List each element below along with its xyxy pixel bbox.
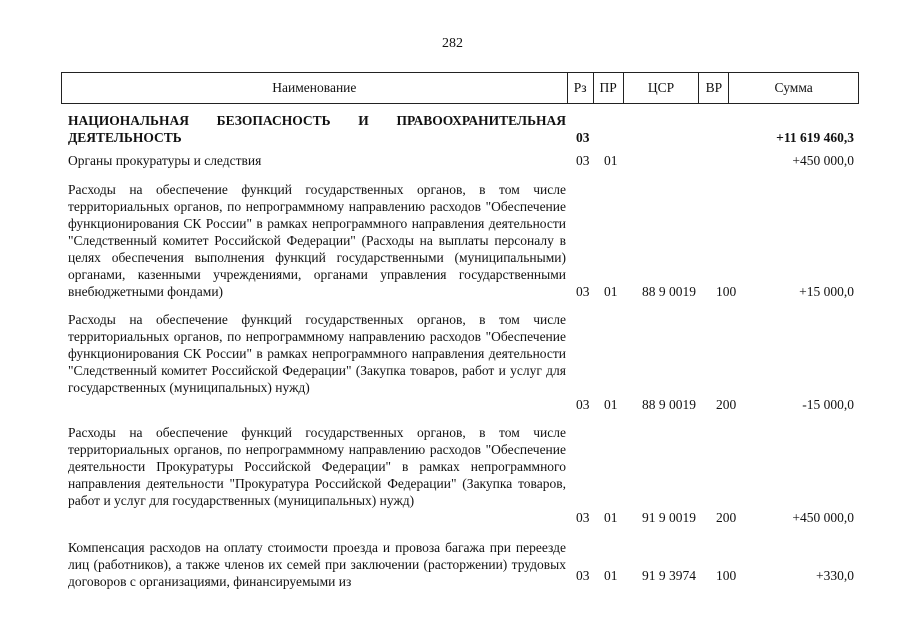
row-sum: +15 000,0 [799,284,854,299]
header-name: Наименование [62,73,568,103]
header-csr: ЦСР [624,73,700,103]
header-pr: ПР [594,73,624,103]
row-vr: 100 [716,284,737,299]
row-sum: +450 000,0 [792,510,854,525]
table-header [61,72,859,104]
row-pr: 01 [604,397,618,412]
row-vr: 100 [716,568,737,583]
row-name: НАЦИОНАЛЬНАЯ БЕЗОПАСНОСТЬ И ПРАВООХРАНИТЕЛЬНАЯ ДЕЯТЕЛЬНОСТЬ [68,113,566,145]
row-name: Органы прокуратуры и следствия [68,153,262,168]
row-pr: 01 [604,153,618,168]
row-csr: 91 9 3974 [642,568,696,583]
row-rz: 03 [576,510,590,525]
row-rz: 03 [576,284,590,299]
row-pr: 01 [604,510,618,525]
row-sum: +11 619 460,3 [776,130,854,145]
row-rz: 03 [576,130,590,145]
row-name: Расходы на обеспечение функций государственных органов, в том числе территориальных органов, по непрограммному направлению расходов "Обеспечение деятельности Прокуратуры Российской Федерации" в рамках непрограммного направления деятельности "Прокуратура Российской Федерации" (Закупка товаров, работ и услуг для государственных (муниципальных) нужд) [68,425,566,508]
row-sum: +450 000,0 [792,153,854,168]
row-vr: 200 [716,510,737,525]
row-pr: 01 [604,568,618,583]
row-rz: 03 [576,397,590,412]
row-csr: 88 9 0019 [642,397,696,412]
row-sum: -15 000,0 [802,397,854,412]
row-csr: 88 9 0019 [642,284,696,299]
row-csr: 91 9 0019 [642,510,696,525]
row-rz: 03 [576,568,590,583]
row-name: Расходы на обеспечение функций государственных органов, в том числе территориальных органов, по непрограммному направлению расходов "Обеспечение функционирования СК России" в рамках непрограммного направления деятельности "Следственный комитет Российской Федерации" (Закупка товаров, работ и услуг для государственных (муниципальных) нужд) [68,312,566,395]
page-number: 282 [442,36,463,51]
row-rz: 03 [576,153,590,168]
row-vr: 200 [716,397,737,412]
header-rz: Рз [568,73,594,103]
header-vr: ВР [699,73,729,103]
header-sum: Сумма [774,80,813,95]
row-sum: +330,0 [816,568,854,583]
row-name: Расходы на обеспечение функций государственных органов, в том числе территориальных органов, по непрограммному направлению расходов "Обеспечение функционирования СК России" в рамках непрограммного направления деятельности "Следственный комитет Российской Федерации" (Расходы на выплаты персоналу в целях обеспечения выполнения функций государственными (муниципальными) органами, казенными учреждениями, органами управления государственными внебюджетными фондами) [68,182,566,299]
row-pr: 01 [604,284,618,299]
row-name: Компенсация расходов на оплату стоимости проезда и провоза багажа при переезде лиц (работников), а также членов их семей при заключении (расторжении) трудовых договоров с организациями, финансируемыми из [68,540,566,589]
